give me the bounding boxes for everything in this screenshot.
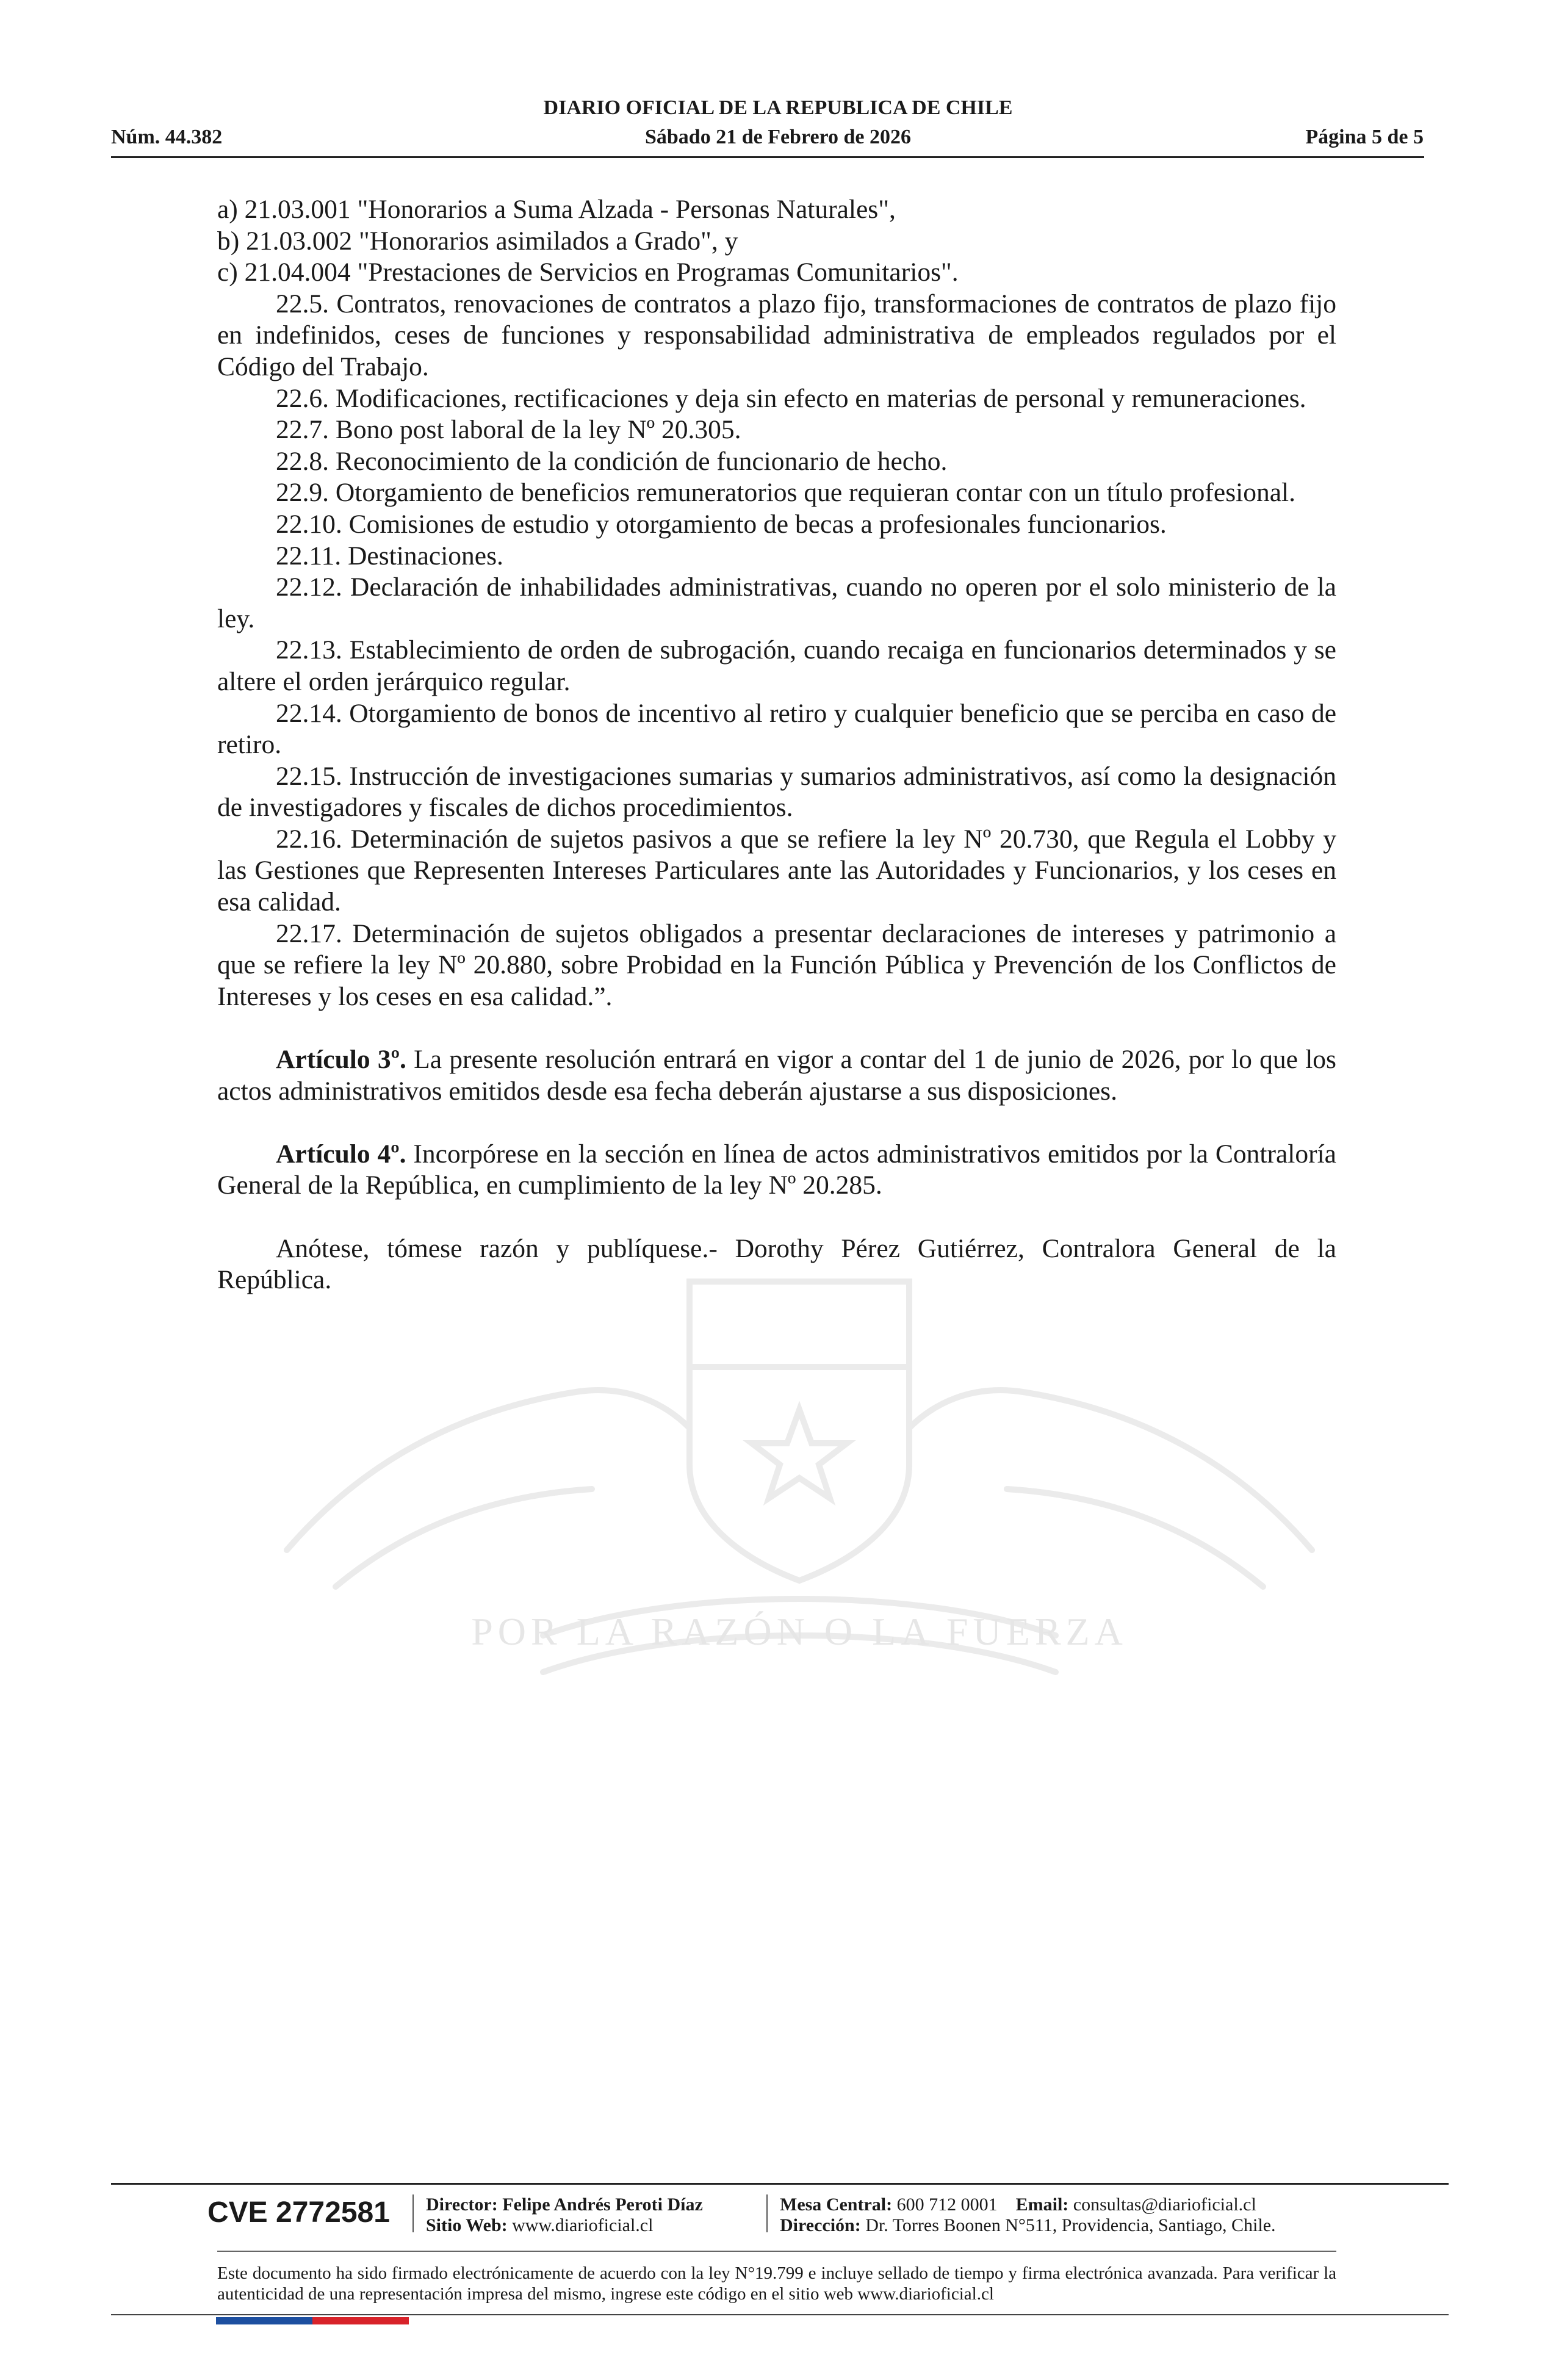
mesa-label: Mesa Central:: [780, 2194, 893, 2215]
footer-divider-middle: [217, 2251, 1336, 2252]
footer-separator: [766, 2194, 768, 2232]
list-item: 22.16. Determinación de sujetos pasivos a que se refiere la ley Nº 20.730, que Regula el Lobby y las Gestiones que Representen Intereses Particulares ante las Autoridades y Funcionarios, y los ceses en esa calidad.: [217, 824, 1336, 917]
list-item: 22.7. Bono post laboral de la ley Nº 20.305.: [276, 415, 741, 445]
list-item: b) 21.03.002 "Honorarios asimilados a Grado", y: [217, 226, 738, 256]
list-item: 22.6. Modificaciones, rectificaciones y deja sin efecto en materias de personal y remuneraciones.: [276, 383, 1306, 413]
issue-date: Sábado 21 de Febrero de 2026: [644, 126, 912, 148]
list-item: 22.9. Otorgamiento de beneficios remuneratorios que requieran contar con un título profesional.: [276, 478, 1296, 508]
list-item: 22.8. Reconocimiento de la condición de funcionario de hecho.: [276, 446, 948, 476]
contact-info: [780, 2194, 1276, 2236]
list-item: 22.15. Instrucción de investigaciones sumarias y sumarios administrativos, así como la designación de investigadores y fiscales de dichos procedimientos.: [217, 761, 1336, 823]
document-body: [217, 194, 1336, 1296]
footer-separator: [412, 2194, 414, 2232]
footer-divider-bottom: [111, 2314, 1449, 2315]
list-item: c) 21.04.004 "Prestaciones de Servicios en Programas Comunitarios".: [217, 258, 959, 287]
list-item: 22.13. Establecimiento de orden de subrogación, cuando recaiga en funcionarios determinados y se altere el orden jerárquico regular.: [217, 635, 1336, 696]
email-link[interactable]: consultas@diarioficial.cl: [1073, 2194, 1256, 2215]
article-3-label: Artículo 3º.: [276, 1045, 406, 1075]
page-indicator: Página 5 de 5: [1305, 126, 1424, 148]
director-label: Director:: [426, 2194, 498, 2215]
site-link[interactable]: www.diarioficial.cl: [512, 2215, 654, 2235]
watermark-motto: POR LA RAZÓN O LA FUERZA: [471, 1610, 1128, 1653]
list-item: 22.11. Destinaciones.: [276, 541, 503, 571]
list-item: 22.12. Declaración de inhabilidades administrativas, cuando no operen por el solo ministerio de la ley.: [217, 572, 1336, 633]
issue-number: Núm. 44.382: [111, 126, 223, 148]
article-4-text: Incorpórese en la sección en línea de actos administrativos emitidos por la Contraloría General de la República, en cumplimiento de la ley Nº 20.285.: [217, 1139, 1336, 1200]
footer-divider-top: [111, 2183, 1449, 2185]
newspaper-title: DIARIO OFICIAL DE LA REPUBLICA DE CHILE: [543, 96, 1013, 119]
header-divider: [111, 156, 1424, 158]
list-item: 22.17. Determinación de sujetos obligados a presentar declaraciones de intereses y patrimonio a que se refiere la ley Nº 20.880, sobre Probidad en la Función Pública y Prevención de los Conflictos de Intereses y los ceses en esa calidad.”.: [217, 918, 1336, 1011]
list-item: a) 21.03.001 "Honorarios a Suma Alzada - Personas Naturales",: [217, 195, 896, 224]
flag-blue-segment: [216, 2317, 312, 2324]
legal-notice: Este documento ha sido firmado electrónicamente de acuerdo con la ley N°19.799 e incluye sellado de tiempo y firma electrónica avanzada. Para verificar la autenticidad de una representación impresa del mismo, ingrese este código en el sitio web www.diarioficial.cl: [217, 2263, 1336, 2304]
list-item: 22.14. Otorgamiento de bonos de incentivo al retiro y cualquier beneficio que se perciba en caso de retiro.: [217, 698, 1336, 760]
address-label: Dirección:: [780, 2215, 861, 2235]
article-4-label: Artículo 4º.: [276, 1139, 406, 1169]
email-label: Email:: [1015, 2194, 1069, 2215]
flag-stripe: [216, 2317, 409, 2324]
site-label: Sitio Web:: [426, 2215, 508, 2235]
article-3-text: La presente resolución entrará en vigor a contar del 1 de junio de 2026, por lo que los actos administrativos emitidos desde esa fecha deberán ajustarse a sus disposiciones.: [217, 1045, 1336, 1106]
director-name: Felipe Andrés Peroti Díaz: [502, 2194, 703, 2215]
closing-paragraph: Anótese, tómese razón y publíquese.- Dorothy Pérez Gutiérrez, Contralora General de la República.: [217, 1233, 1336, 1295]
flag-red-segment: [312, 2317, 409, 2324]
article-3: [217, 1044, 1336, 1107]
address-value: Dr. Torres Boonen N°511, Providencia, Santiago, Chile.: [865, 2215, 1276, 2235]
mesa-phone: 600 712 0001: [896, 2194, 998, 2215]
director-info: [426, 2194, 703, 2236]
cve-code: CVE 2772581: [207, 2196, 390, 2229]
list-item: 22.10. Comisiones de estudio y otorgamiento de becas a profesionales funcionarios.: [276, 509, 1167, 539]
list-item: 22.5. Contratos, renovaciones de contratos a plazo fijo, transformaciones de contratos de plazo fijo en indefinidos, ceses de funciones y responsabilidad administrativa de empleados regulados por el Código del Trabajo.: [217, 289, 1336, 381]
article-4: [217, 1139, 1336, 1202]
